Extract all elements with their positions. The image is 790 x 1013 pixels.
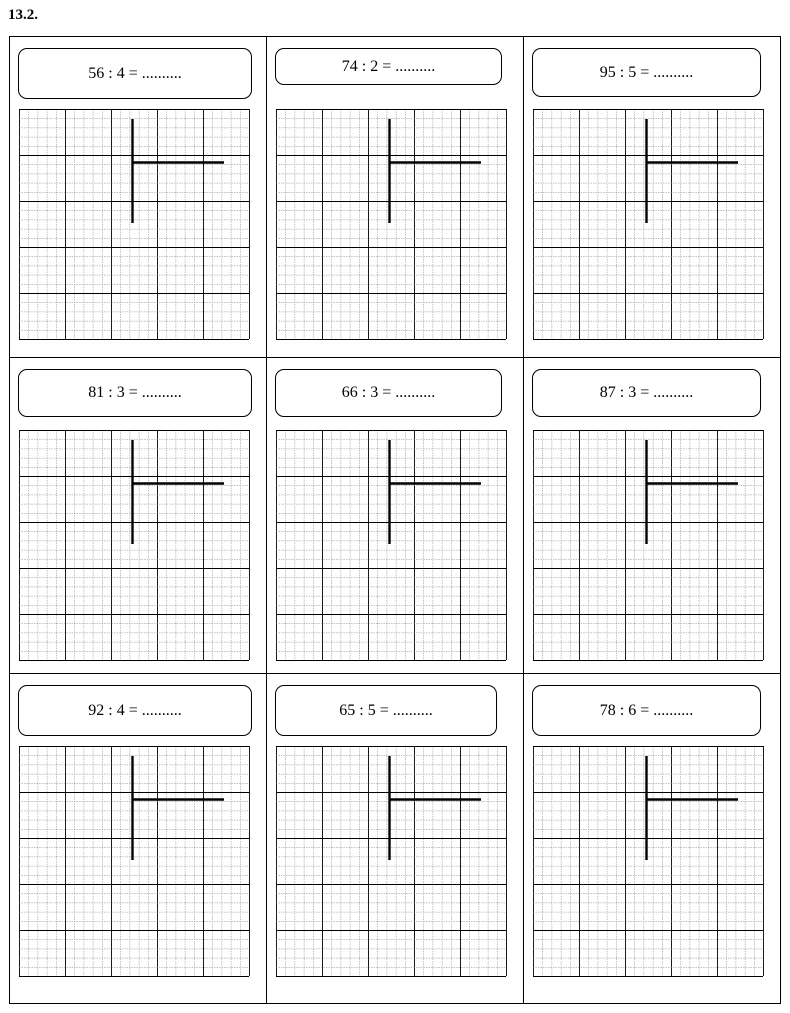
squared-paper [19, 109, 250, 340]
equation-box-2[interactable]: 74 : 2 = .......... [275, 48, 502, 85]
division-grid-8[interactable] [276, 746, 507, 977]
squared-paper [533, 746, 764, 977]
equation-box-5[interactable]: 66 : 3 = .......... [275, 369, 502, 417]
exercise-cell-9 [524, 674, 780, 1003]
squared-paper [276, 746, 507, 977]
equation-box-4[interactable]: 81 : 3 = .......... [18, 369, 252, 417]
exercise-cell-3 [524, 37, 780, 358]
exercise-number: 13.2. [8, 7, 38, 23]
division-grid-7[interactable] [19, 746, 250, 977]
squared-paper [276, 109, 507, 340]
squared-paper [533, 430, 764, 661]
exercise-cell-5 [267, 358, 524, 674]
equation-box-8[interactable]: 65 : 5 = .......... [275, 685, 497, 736]
division-grid-6[interactable] [533, 430, 764, 661]
squared-paper [276, 430, 507, 661]
exercise-cell-2 [267, 37, 524, 358]
equation-box-6[interactable]: 87 : 3 = .......... [532, 369, 761, 417]
exercise-cell-6 [524, 358, 780, 674]
exercise-table [9, 36, 781, 1004]
squared-paper [533, 109, 764, 340]
equation-box-9[interactable]: 78 : 6 = .......... [532, 685, 761, 736]
exercise-cell-7 [10, 674, 267, 1003]
division-grid-1[interactable] [19, 109, 250, 340]
division-grid-4[interactable] [19, 430, 250, 661]
division-grid-3[interactable] [533, 109, 764, 340]
squared-paper [19, 746, 250, 977]
equation-box-1[interactable]: 56 : 4 = .......... [18, 48, 252, 99]
equation-box-3[interactable]: 95 : 5 = .......... [532, 48, 761, 97]
exercise-cell-1 [10, 37, 267, 358]
equation-box-7[interactable]: 92 : 4 = .......... [18, 685, 252, 736]
squared-paper [19, 430, 250, 661]
division-grid-5[interactable] [276, 430, 507, 661]
division-grid-2[interactable] [276, 109, 507, 340]
exercise-cell-8 [267, 674, 524, 1003]
exercise-cell-4 [10, 358, 267, 674]
division-grid-9[interactable] [533, 746, 764, 977]
